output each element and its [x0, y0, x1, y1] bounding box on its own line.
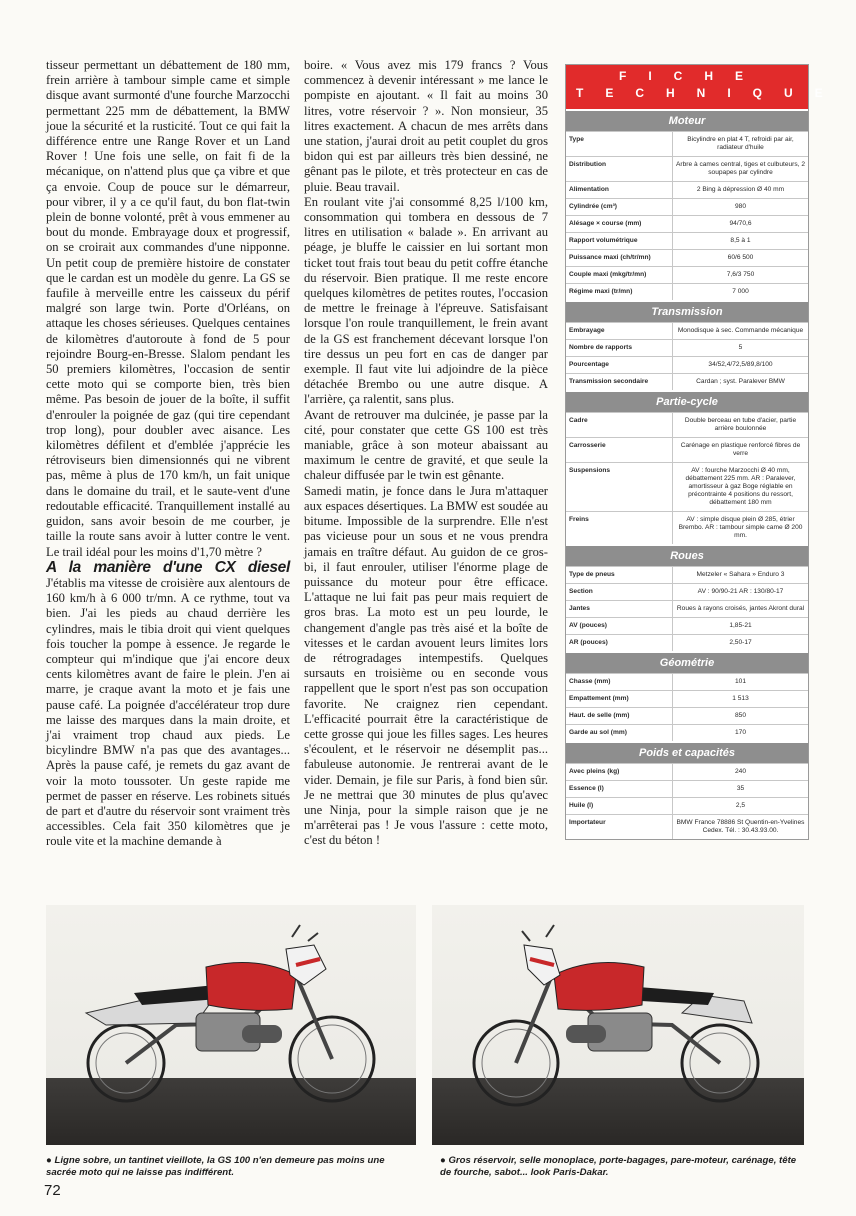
spec-label: Type [566, 132, 673, 156]
technical-sheet-row [566, 249, 808, 266]
spec-value: Double berceau en tube d'acier, partie arrière boulonnée [684, 417, 797, 432]
spec-value: 34/52,4/72,5/89,8/100 [708, 361, 773, 368]
spec-value: AV : fourche Marzocchi Ø 40 mm, débattement 225 mm. AR : Paralever, amortisseur à gaz Boge réglable en précontrainte 4 positions du ressort, débattement 180 mm [685, 467, 796, 506]
spec-label: Embrayage [566, 323, 673, 339]
caption-text: Gros réservoir, selle monoplace, porte-bagages, pare-moteur, carénage, tête de fourche, sabot... look Paris-Dakar. [440, 1155, 797, 1178]
spec-value: 240 [734, 768, 746, 775]
spec-label: Importateur [566, 815, 673, 839]
spec-label: Essence (l) [566, 781, 673, 797]
technical-sheet-row [566, 617, 808, 634]
spec-label: Régime maxi (tr/mn) [566, 284, 673, 300]
spec-label: Huile (l) [566, 798, 673, 814]
spec-label: Alésage × course (mm) [566, 216, 673, 232]
technical-sheet-row [566, 797, 808, 814]
spec-value: 94/70,6 [729, 220, 752, 227]
spec-value: 8,5 à 1 [730, 237, 751, 244]
spec-label: Avec pleins (kg) [566, 764, 673, 780]
technical-sheet-title-line-2: TECHNIQUE [576, 86, 845, 100]
technical-sheet-section-heading: Géométrie [566, 653, 808, 673]
technical-sheet-body [566, 111, 808, 839]
technical-sheet-row [566, 322, 808, 339]
spec-value: Bicylindre en plat 4 T, refroidi par air, radiateur d'huile [687, 136, 794, 151]
spec-value: 1 513 [732, 695, 749, 702]
technical-sheet-row [566, 156, 808, 181]
spec-label: Suspensions [566, 463, 673, 511]
technical-sheet-section-heading: Moteur [566, 111, 808, 131]
technical-sheet-row [566, 412, 808, 437]
spec-label: Alimentation [566, 182, 673, 198]
spec-value: Cardan ; syst. Paralever BMW [696, 378, 785, 385]
technical-sheet-row [566, 283, 808, 300]
technical-sheet-row [566, 763, 808, 780]
spec-value: 101 [734, 678, 746, 685]
technical-sheet-row [566, 566, 808, 583]
motorcycle-photo-right [432, 905, 804, 1145]
spec-label: Empattement (mm) [566, 691, 673, 707]
spec-label: Nombre de rapports [566, 340, 673, 356]
spec-value: 7 000 [732, 288, 749, 295]
spec-value: Arbre à cames central, tiges et culbuteurs, 2 soupapes par cylindre [676, 161, 806, 176]
spec-value: Roues à rayons croisés, jantes Akront dural [676, 605, 805, 612]
article-paragraph: Avant de retrouver ma dulcinée, je passe par la cité, pour constater que cette GS 100 est très maniable, grâce à son moteur abaissant au maximum le centre de gravité, et que seule la chaleur diffusée par le twin est gênante. [304, 407, 548, 483]
spec-value: 170 [734, 729, 746, 736]
bullet-icon: ● [440, 1155, 446, 1166]
article-paragraph-text: J'établis ma vitesse de croisière aux alentours de 160 km/h à 6 000 tr/mn. A ce rythme, tout va bien. J'ai les pieds au chaud derrière les cylindres, mais le tibia droit qui vient quelques fois toucher la pompe à essence. Je regarde le compteur qui m'indique que j'ai encore deux cents kilomètres avant de faire le plein. J'en ai marre, je craque avant la moto et je fais une pause café. La poignée d'accélérateur trop dure me laisse des marques dans la main droite, et j'ai vraiment trop chaud aux pieds. Le bicylindre BMW n'a pas que des avantages... Après la pause café, je remets du gaz avant de voir la moto toussoter. Un geste rapide me permet de passer en réserve. Les robinets situés de part et d'autre du réservoir sont vraiment très accessibles. Cela fait 350 kilomètres que je roule vite et la machine demande à [46, 575, 290, 849]
spec-value: 2,5 [735, 802, 746, 809]
spec-label: Rapport volumétrique [566, 233, 673, 249]
article-paragraph: En roulant vite j'ai consommé 8,25 l/100 km, consommation qui tombera en dessous de 7 litres en utilisation « balade ». En arrivant au péage, je bluffe le caissier en lui sortant mon ticket tout frais tout beau du petit coffre étanche du réservoir. Bien pratique. Il me reste encore quelques kilomètres de petites routes, l'occasion de mettre le freinage à l'épreuve. Satisfaisant lorsque l'on roule tranquillement, le frein avant de la GS est franchement décevant lorsque l'on tire dessus un peu fort en cas de danger par exemple. Il faut vite lui adjoindre de la pièce détachée Brembo ou une autre disque. A l'arrière, ça ralentit, sans plus. [304, 194, 548, 407]
spec-label: Pourcentage [566, 357, 673, 373]
spec-label: Freins [566, 512, 673, 544]
spec-value: BMW France 78886 St Quentin-en-Yvelines Cedex. Tél. : 30.43.93.00. [676, 819, 805, 834]
spec-label: AV (pouces) [566, 618, 673, 634]
technical-sheet-row [566, 690, 808, 707]
technical-sheet-row [566, 780, 808, 797]
motorcycle-right-illustration [432, 905, 804, 1145]
technical-sheet-row [566, 634, 808, 651]
technical-sheet-row [566, 437, 808, 462]
bullet-icon: ● [46, 1155, 52, 1166]
spec-label: Distribution [566, 157, 673, 181]
technical-sheet-row [566, 673, 808, 690]
article-paragraph: tisseur permettant un débattement de 180 mm, frein arrière à tambour simple came et simple disque avant surmonté d'une fourche Marzocchi permettant 225 mm de débattement, la BMW joue la sécurité et la rusticité. Tout ce qui fait la différence entre une Range Rover et un Land Rover ! Une fois une selle, on fait fi de la mécanique, on n'attend plus que ça vibre et que ça envoie. Coup de pouce sur le démarreur, pour vibrer, il y a ce qu'il faut, du bon flat-twin plein de bonne volonté, prêt à vous emmener au bout du monde. Embrayage doux et progressif, on se croirait aux commandes d'une nipponne. Un petit coup de première histoire de constater que le cardan est un modèle du genre. La GS se faufile à merveille entre les caisseux du périf malgré son large twin. Porte d'Orléans, on attaque les choses sérieuses. Quelques centaines de kilomètres d'autoroute à fond de 5 pour rejoindre Bourg-en-Bresse. Slalom pendant les 50 premiers kilomètres, l'occasion de sentir cette moto qui se comporte bien, très bien même. Pas besoin de jouer de la boîte, il suffit d'enrouler la poignée de gaz (qui tire cependant trop long), pour doubler avec aisance. Les kilomètres défilent et d'emblée j'apprécie les rétroviseurs bien dimensionnés qui ne vibrent pas, même à plus de 170 km/h, un fait unique dans le domaine du trail, et le saute-vent d'une redoutable efficacité. Tranquillement installé au guidon, sans avoir besoin de me courber, je taille la route sans avoir à lutter contre le vent. Le trail idéal pour les moins d'1,70 mètre ? [46, 58, 290, 559]
spec-label: Couple maxi (mkg/tr/mn) [566, 267, 673, 283]
spec-label: Transmission secondaire [566, 374, 673, 390]
caption-text: Ligne sobre, un tantinet vieillote, la GS 100 n'en demeure pas moins une sacrée moto qui ne laisse pas indifférent. [46, 1155, 385, 1178]
spec-value: 60/6 500 [727, 254, 754, 261]
spec-value: 850 [734, 712, 746, 719]
technical-sheet-section-heading: Roues [566, 546, 808, 566]
motorcycle-photo-left [46, 905, 416, 1145]
spec-value: 1,85-21 [729, 622, 752, 629]
technical-sheet-title-line-1: FICHE [619, 69, 765, 83]
technical-sheet-row [566, 215, 808, 232]
technical-sheet-row [566, 198, 808, 215]
technical-sheet-row [566, 266, 808, 283]
spec-value: Monodisque à sec. Commande mécanique [677, 327, 804, 334]
technical-sheet-row [566, 600, 808, 617]
technical-sheet-section-heading: Poids et capacités [566, 743, 808, 763]
page-number: 72 [44, 1182, 61, 1199]
technical-sheet-row [566, 232, 808, 249]
spec-label: Garde au sol (mm) [566, 725, 673, 741]
spec-label: Haut. de selle (mm) [566, 708, 673, 724]
technical-sheet-row [566, 131, 808, 156]
article-subhead: A la manière d'une CX diesel [46, 558, 290, 576]
article-paragraph-with-subhead [46, 560, 290, 850]
spec-label: Cylindrée (cm³) [566, 199, 673, 215]
spec-value: 35 [736, 785, 745, 792]
spec-value: 5 [738, 344, 743, 351]
technical-sheet-section-heading: Partie-cycle [566, 392, 808, 412]
technical-sheet-row [566, 462, 808, 511]
technical-sheet-row [566, 339, 808, 356]
photo-caption-right [440, 1155, 806, 1178]
motorcycle-left-illustration [46, 905, 416, 1145]
technical-sheet-row [566, 356, 808, 373]
article-paragraph: boire. « Vous avez mis 179 francs ? Vous commencez à devenir intéressant » me lance le pompiste en ajoutant. « Il fait au moins 30 litres, votre réservoir ? ». Non monsieur, 35 litres exactement. A chacun de mes arrêts dans une station, j'aurai droit au petit couplet du gros bidon qui est par ailleurs très bien dessiné, ne gênant pas le pilote, et très protecteur en cas de pluie. Beau travail. [304, 58, 548, 194]
article-column-1 [46, 58, 290, 850]
technical-sheet-row [566, 707, 808, 724]
spec-label: AR (pouces) [566, 635, 673, 651]
spec-label: Carrosserie [566, 438, 673, 462]
spec-value: Carénage en plastique renforcé fibres de verre [680, 442, 801, 457]
technical-sheet-row [566, 373, 808, 390]
technical-sheet-title [566, 65, 845, 109]
article-column-2 [304, 58, 548, 849]
spec-label: Type de pneus [566, 567, 673, 583]
spec-label: Cadre [566, 413, 673, 437]
spec-value: 2,50-17 [729, 639, 752, 646]
technical-sheet-row [566, 181, 808, 198]
spec-label: Section [566, 584, 673, 600]
spec-value: AV : 90/90-21 AR : 130/80-17 [697, 588, 784, 595]
spec-value: 980 [734, 203, 746, 210]
spec-value: 7,6/3 750 [726, 271, 755, 278]
spec-value: AV : simple disque plein Ø 285, étrier Brembo. AR : tambour simple came Ø 200 mm. [678, 516, 803, 539]
spec-value: Metzeler « Sahara » Enduro 3 [696, 571, 785, 578]
technical-sheet-row [566, 583, 808, 600]
spec-label: Puissance maxi (ch/tr/mn) [566, 250, 673, 266]
technical-sheet-row [566, 511, 808, 544]
technical-sheet-section-heading: Transmission [566, 302, 808, 322]
spec-value: 2 Bing à dépression Ø 40 mm [696, 186, 785, 193]
spec-label: Chasse (mm) [566, 674, 673, 690]
article-paragraph: Samedi matin, je fonce dans le Jura m'attaquer aux espaces désertiques. La BMW est soudée au bitume. Impossible de la surprendre. Elle n'est pas vicieuse pour un sous et ne vous prendra jamais en traître défaut. Au guidon de ce gros-bi, il faut enrouler, utiliser l'énorme plage de puissance du moteur pour être efficace. L'attaque ne lui fait pas peur mais requiert de gros bras. La moto est un peu lourde, le changement d'angle pas très aisé et la boîte de vitesses et le cardan avouent leurs limites lors de rétrogradages intempestifs. Quelques sursauts en troisième ou en seconde vous rappellent que le sport n'est pas son occupation favorite. Ne craignez rien cependant. L'efficacité pourrait être la caractéristique de cette grosse qui joue les filles sages. Les heures s'écoulent, et le réservoir ne désemplit pas... fabuleuse autonomie. Je rentrerai avant de le vider. Demain, je file sur Paris, à fond bien sûr. Je ne mettrai que 30 minutes de plus qu'avec une Ninja, pour la simple raison que je ne m'arrêterai pas ! Je vous l'assure : cette moto, c'est du béton ! [304, 483, 548, 848]
spec-label: Jantes [566, 601, 673, 617]
technical-sheet-row [566, 724, 808, 741]
photo-caption-left [46, 1155, 416, 1178]
technical-sheet [565, 64, 845, 840]
technical-sheet-row [566, 814, 808, 839]
